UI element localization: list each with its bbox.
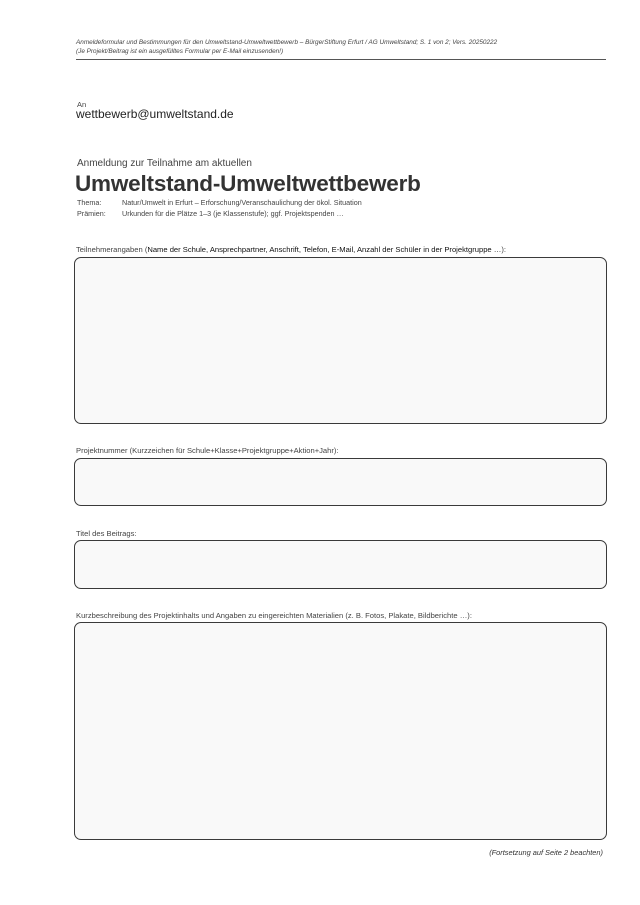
- form-subtitle: Anmeldung zur Teilnahme am aktuellen: [77, 158, 252, 169]
- participants-field[interactable]: [74, 257, 607, 424]
- recipient-label: An: [77, 100, 87, 109]
- theme-value: Natur/Umwelt in Erfurt – Erforschung/Veranschaulichung der ökol. Situation: [122, 198, 362, 207]
- theme-key: Thema:: [77, 198, 102, 207]
- project-number-label: Projektnummer (Kurzzeichen für Schule+Klasse+Projektgruppe+Aktion+Jahr):: [76, 446, 339, 455]
- header-divider: [76, 59, 606, 60]
- prizes-value: Urkunden für die Plätze 1–3 (je Klassenstufe); ggf. Projektspenden …: [122, 209, 344, 218]
- continuation-note: (Fortsetzung auf Seite 2 beachten): [489, 848, 603, 857]
- description-label: Kurzbeschreibung des Projektinhalts und Angaben zu eingereichten Materialien (z. B. Fotos, Plakate, Bildberichte …):: [76, 611, 472, 620]
- entry-title-field[interactable]: [74, 540, 607, 589]
- entry-title-label: Titel des Beitrags:: [76, 529, 137, 538]
- page-header: [76, 38, 606, 56]
- header-line-2: (Je Projekt/Beitrag ist ein ausgefülltes Formular per E-Mail einzusenden!): [76, 48, 284, 55]
- theme-row: [77, 198, 362, 207]
- project-number-field[interactable]: [74, 458, 607, 506]
- participants-label: Teilnehmerangaben (Name der Schule, Ansprechpartner, Anschrift, Telefon, E-Mail, Anzahl der Schüler in der Projektgruppe …):: [76, 245, 506, 254]
- description-field[interactable]: [74, 622, 607, 840]
- prizes-row: [77, 209, 344, 218]
- recipient-email: wettbewerb@umweltstand.de: [76, 107, 234, 121]
- header-line-1: Anmeldeformular und Bestimmungen für den Umweltstand-Umweltwettbewerb – BürgerStiftung Erfurt / AG Umweltstand; S. 1 von 2; Vers. 20250222: [76, 39, 498, 46]
- prizes-key: Prämien:: [77, 209, 106, 218]
- participants-label-detail: Name der Schule, Ansprechpartner, Anschrift, Telefon, E-Mail, Anzahl der Schüler in der Projektgruppe …: [147, 245, 502, 254]
- form-title: Umweltstand-Umweltwettbewerb: [75, 171, 421, 196]
